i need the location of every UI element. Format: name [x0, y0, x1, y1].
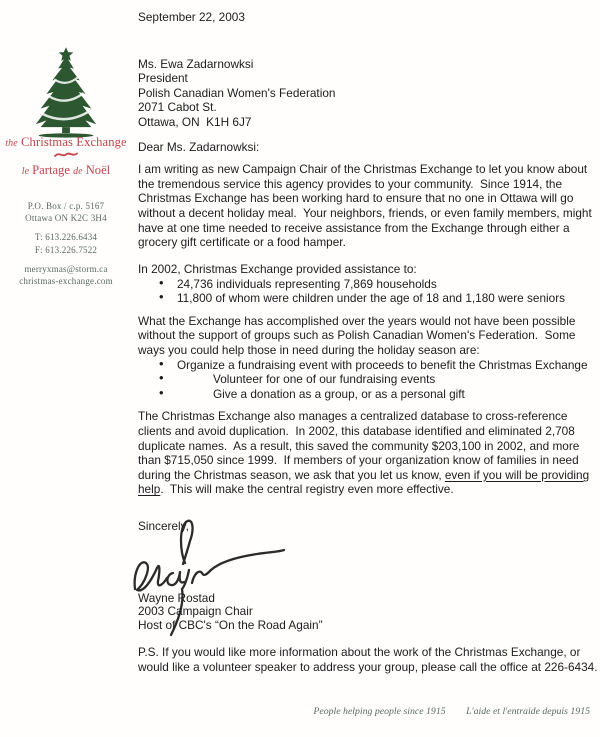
org-name-english: the Christmas Exchange — [5, 135, 127, 149]
help-bullet-item: • Give a donation as a group, or as a personal gift — [138, 387, 594, 402]
fax-line: F: 613.226.7522 — [34, 244, 98, 255]
po-box-line: P.O. Box / c.p. 5167 — [27, 201, 105, 211]
letterhead-contact-info — [0, 200, 132, 294]
text-line: without the support of groups such as Polish Canadian Women's Federation. Some — [138, 328, 576, 343]
recipient-title: President — [138, 71, 188, 86]
text-line: the tremendous service this agency provides to your community. Since 1914, the — [138, 176, 563, 191]
text-line: clients and avoid duplication. In 2002, this database identified and eliminated 2,708 — [138, 424, 575, 439]
letterhead-sidebar — [0, 0, 132, 737]
postscript — [138, 645, 598, 674]
text-line: P.S. If you would like more information about the work of the Christmas Exchange, or — [138, 645, 581, 660]
text-line: ways you could help those in need during the holiday season are: — [138, 343, 480, 358]
tagline-french: L'aide et l'entraide depuis 1915 — [466, 706, 590, 717]
recipient-street: 2071 Cabot St. — [138, 100, 217, 115]
text-line: The Christmas Exchange also manages a centralized database to cross-reference — [138, 409, 568, 424]
signature-area — [138, 534, 594, 592]
tagline-english: People helping people since 1915 — [313, 706, 446, 717]
text-line: would like a volunteer speaker to address your group, please call the office at 226-6434. — [138, 659, 598, 674]
paragraph-intro — [138, 162, 594, 250]
text-line: duplicate names. As a result, this saved the community $203,100 in 2002, and more — [138, 438, 580, 453]
footer-taglines — [0, 706, 590, 717]
signer-name: Wayne Rostad — [138, 590, 215, 605]
paragraph-database — [138, 409, 594, 497]
salutation: Dear Ms. Zadarnowksi: — [138, 139, 260, 154]
text-line: during the Christmas season, we ask that you let us know, even if you will be providing — [138, 467, 590, 482]
org-name-french: le Partage de Noël — [21, 163, 111, 177]
stats-bullet-item: • 11,800 of whom were children under the age of 18 and 1,180 were seniors — [138, 291, 594, 306]
help-bullet-item: • Volunteer for one of our fundraising events — [138, 372, 594, 387]
recipient-organization: Polish Canadian Women's Federation — [138, 85, 336, 100]
letter-body — [138, 10, 598, 675]
text-line: than $715,050 since 1999. If members of your organization know of families in need — [138, 453, 579, 468]
signer-title: 2003 Campaign Chair — [138, 604, 253, 619]
paragraph-accomplishments — [138, 314, 594, 358]
underlined-phrase: help — [138, 482, 161, 497]
signer-block — [138, 592, 594, 633]
signer-role: Host of CBC's “On the Road Again” — [138, 618, 323, 633]
text-line: Christmas Exchange has been working hard to ensure that no one in Ottawa will go — [138, 191, 574, 206]
letter-date: September 22, 2003 — [138, 10, 245, 24]
stats-bullet-list — [138, 277, 594, 306]
text-line: grocery gift certificate or a food hamper. — [138, 235, 346, 250]
underlined-phrase: even if you will be providing — [444, 467, 590, 482]
help-bullet-list — [138, 358, 594, 402]
recipient-city: Ottawa, ON K1H 6J7 — [138, 114, 252, 129]
website-address: christmas-exchange.com — [19, 276, 113, 287]
text-line: have at one time needed to receive assistance from the Exchange through either a — [138, 220, 570, 235]
swash-divider-icon — [54, 151, 78, 159]
christmas-tree-icon — [27, 47, 105, 141]
text-line: I am writing as new Campaign Chair of the Christmas Exchange to let you know about — [138, 162, 588, 177]
text-line: What the Exchange has accomplished over the years would not have been possible — [138, 313, 576, 328]
email-address: merryxmas@storm.ca — [24, 263, 108, 274]
closing: Sincerely, — [138, 519, 189, 534]
recipient-name: Ms. Ewa Zadarnowksi — [138, 56, 254, 71]
text-line: without a decent holiday meal. Your neighbors, friends, or even family members, might — [138, 205, 592, 220]
text-line: help. This will make the central registry even more effective. — [138, 482, 454, 497]
stats-intro: In 2002, Christmas Exchange provided assistance to: — [138, 262, 417, 277]
recipient-address-block — [138, 57, 594, 130]
help-bullet-item: • Organize a fundraising event with proceeds to benefit the Christmas Exchange — [138, 358, 594, 373]
telephone-line: T: 613.226.6434 — [34, 232, 98, 243]
stats-bullet-item: • 24,736 individuals representing 7,869 households — [138, 277, 594, 292]
org-logo-wordmark — [0, 136, 132, 177]
city-line: Ottawa ON K2C 3H4 — [25, 213, 107, 224]
